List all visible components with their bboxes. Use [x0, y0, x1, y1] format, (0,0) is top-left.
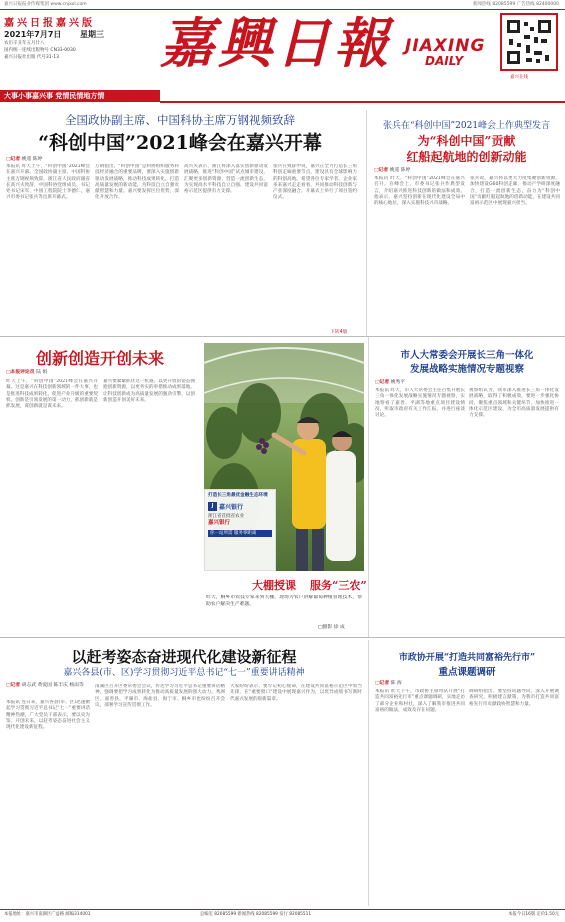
cppcc-article	[369, 638, 565, 908]
lead-kicker: 全国政协副主席、中国科协主席万钢视频致辞	[65, 113, 295, 127]
lead-col-2: 万钢指出，“科创中国”是科协组织服务科技经济融合的重要品牌，要深入实施创新驱动发展战略，推动科技成果转化，打造高质量发展的新动能，为科技自立自强贡献智慧和力量。嘉兴要发挥区位优势，深化开放合作。	[95, 164, 179, 201]
npc-headline-1: 市人大常委会开展长三角一体化	[400, 350, 534, 361]
qr-label: 嘉兴在线	[510, 75, 528, 80]
second-col-2: 张兵说，嘉兴将以更大力度集聚创新资源，加快建设G60科创走廊，推动产学研深度融合，打造一流创新生态，奋力为“科创中国”贡献红船起航地的创新动能，在建设共同富裕示范区中展现嘉兴担当。	[470, 176, 560, 207]
issue-weekday: 星期三	[80, 30, 104, 39]
top-links: 嘉兴日报报业传媒集团 www.cnjxol.com	[4, 2, 87, 7]
ad-slogan: 打造长三角最优金融生态环境	[208, 493, 268, 498]
lead-headline: “科创中国”2021峰会在嘉兴开幕	[38, 132, 322, 154]
photo-credit: □摄影 徐 成	[318, 625, 345, 630]
publisher-info: 嘉兴日报社出版 代号31-13	[4, 55, 60, 60]
photo-tag-1: 大棚授课	[252, 579, 296, 592]
commentary-col-1: 昨天上午，“科创中国”2021峰会在嘉兴开幕。这是嘉兴在科技创新领域的一件大事，也是推进科技成果转化、促进产业升级的重要契机。创新是引领发展的第一动力，抓创新就是抓发展，谋创新就是谋未来。	[6, 379, 98, 410]
photo-caption: 昨天，桐乡市农技专家来到大棚，现场为农户讲解葡萄种植管理技术，帮助农户解决生产难题。	[206, 595, 362, 607]
study-headline: 以赶考姿态奋进现代化建设新征程	[71, 648, 297, 666]
commentary-byline	[6, 369, 47, 376]
study-byline	[6, 682, 90, 689]
npc-article	[369, 337, 565, 637]
byline-names: 姚秀平	[390, 380, 406, 385]
lead-article	[0, 104, 368, 336]
cppcc-byline	[375, 680, 402, 687]
ad-sub: 浙江省首批省农业	[208, 514, 244, 519]
footer-phones: 总编室 82085599 新闻热线 82085599 发行 82085511	[200, 912, 312, 917]
bank-logo	[208, 502, 272, 511]
lead-col-1: 本报讯 昨天上午，“科创中国”2021峰会在嘉兴开幕。全国政协副主席、中国科协主席万钢视频致辞。浙江省人民政府副省长高兴夫致辞，中国科协党组成员、书记处书记宋军，中国工程院院士李德仁，嘉兴市委书记张兵等出席开幕式。	[6, 164, 90, 201]
logo-en-line1: JIAXING	[405, 36, 486, 56]
npc-col-2: 视察组认为，我市深入推进长三角一体化发展战略，取得了积极成效。要进一步强化协同，聚焦重点领域和关键环节，加快推进一体化示范区建设，为全市高质量发展提供有力支撑。	[469, 388, 559, 419]
npc-byline	[375, 379, 405, 386]
bank-name: 嘉兴银行	[219, 504, 244, 511]
byline-label: □记者	[375, 380, 390, 385]
footer-address: 本报地址：嘉兴市南湖区广益路 邮编314001	[4, 912, 91, 917]
byline-label: □记者	[6, 683, 21, 688]
second-kicker: 张兵在“科创中国”2021峰会上作典型发言	[382, 121, 551, 131]
lead-col-3: 高兴夫表示，浙江将深入落实创新驱动发展战略，推进“科创中国”试点城市建设，汇聚更多创新资源，营造一流创新生态，为实现高水平科技自立自强、建设共同富裕示范区提供有力支撑。	[184, 164, 268, 195]
logo-calligraphy: 嘉興日報	[160, 11, 392, 75]
byline-label: □本报评论员	[6, 370, 35, 375]
commentary-article	[0, 337, 200, 637]
cppcc-headline-1: 市政协开展“打造共同富裕先行市”	[398, 653, 536, 663]
masthead	[0, 0, 565, 103]
second-byline	[374, 167, 410, 174]
second-headline-2: 红船起航地的创新动能	[406, 150, 527, 164]
logo-en-line2: DAILY	[425, 54, 464, 68]
footer	[0, 911, 565, 921]
lead-col-4: 张兵在致辞中说，嘉兴正全力打造长三角科创走廊重要节点，建设具有全球影响力的科创高地。希望各位专家学者、企业家多来嘉兴走走看看，共同推动科技创新与产业深度融合。开幕式上举行了项目签约仪式。	[273, 164, 357, 201]
paper-small-name: 嘉兴日报嘉兴版	[4, 18, 95, 29]
npc-headline-2: 发展战略实施情况专题视察	[409, 364, 524, 375]
lunar-date: 农历辛丑年五月廿八	[4, 41, 45, 46]
publication-number: 国内统一连续出版物号 CN33-0030	[4, 48, 76, 53]
photo-story	[200, 337, 368, 637]
byline-label: □记者	[6, 157, 21, 162]
cppcc-headline-2: 重点课题调研	[438, 667, 496, 678]
qr-code-icon	[500, 13, 558, 71]
byline-names: 姚遥 陈婷	[389, 168, 411, 173]
byline-label: □记者	[374, 168, 389, 173]
byline-label: □记者	[375, 681, 390, 686]
footer-price: 本报今日16版 定价1.50元	[508, 912, 559, 917]
byline-names: 陈 海	[390, 681, 402, 686]
bank-ad-panel	[204, 489, 276, 571]
study-col-1: 本报讯 连日来，嘉兴各县(市、区)迅速掀起学习贯彻习近平总书记“七一”重要讲话精神热潮，广大党员干部表示，要以史为鉴、开创未来，以赶考姿态奋进社会主义现代化建设新征程。	[6, 700, 90, 731]
lead-byline	[6, 156, 42, 163]
commentary-col-2: 嘉兴要紧紧抓住这一机遇，以更开放的姿态拥抱创新资源，以更务实的举措推动成果落地，让科技创新成为高质量发展的强劲引擎，以创新创造开创美好未来。	[103, 379, 195, 403]
photo-tag-2: 服务“三农”	[310, 579, 367, 592]
study-col-3: 大家纷纷表示，要牢记初心使命，在建设共同富裕示范区中勇当先锋，在“重要窗口”建设中展现嘉兴作为，以优异成绩书写新时代嘉兴发展的崭新篇章。	[230, 684, 362, 702]
ad-tagline: 你一站所需 服务零距离	[208, 530, 272, 537]
cppcc-col-2: 调研组指出，要坚持问题导向，深入开展调查研究，积极建言献策，为我市打造共同富裕先行市贡献政协智慧和力量。	[469, 689, 559, 707]
cppcc-col-1: 本报讯 昨天下午，市政协主席带队开展“打造共同富裕先行市”重点课题调研，实地走访了部分企业和村社，深入了解我市推进共同富裕的做法、成效及存在问题。	[375, 689, 465, 713]
second-col-1: 本报讯 昨天，“科创中国”2021峰会在嘉兴召开。在峰会上，市委书记张兵作典型发言，介绍嘉兴推进科技创新的做法和成效。他表示，嘉兴坚持创新在现代化建设全局中的核心地位，深入实施科技兴市战略。	[374, 176, 465, 207]
lead-continued: 下转4版	[330, 330, 348, 335]
byline-names: 姚遥 陈婷	[21, 157, 43, 162]
issue-date: 2021年7月7日	[4, 30, 62, 39]
bank-logo-icon: J	[208, 502, 217, 511]
study-subheadline: 嘉兴各县(市、区)学习贯彻习近平总书记“七一”重要讲话精神	[63, 668, 305, 678]
npc-col-1: 本报讯 昨天，市人大常委会主任召集开展长三角一体化发展战略实施情况专题视察，实地察看了嘉善、平湖等地重点项目建设情况，听取市政府有关工作汇报，并进行座谈讨论。	[375, 388, 465, 419]
hotline-links: 新闻热线 82085599 广告热线 82400000	[472, 2, 559, 7]
ad-bank-name-2: 嘉兴银行	[208, 520, 231, 526]
second-article	[368, 104, 565, 336]
study-col-2: 南湖区召开区委常委会会议，传达学习习近平总书记重要讲话精神，强调要把学习成果转化为推动高质量发展的强大动力。秀洲区、嘉善县、平湖市、海盐县、海宁市、桐乡市也纷纷召开会议，部署学习宣传贯彻工作。	[95, 684, 225, 708]
byline-names: 胡志武 黄爱国 陈丰庆 杨雨等	[21, 683, 84, 688]
study-article	[0, 638, 368, 908]
byline-names: 陆 娟	[36, 370, 48, 375]
commentary-headline: 创新创造开创未来	[35, 349, 164, 368]
second-headline-1: 为“科创中国”贡献	[417, 134, 516, 148]
slogan: 大事小事嘉兴事 党情民情地方情	[4, 92, 105, 100]
